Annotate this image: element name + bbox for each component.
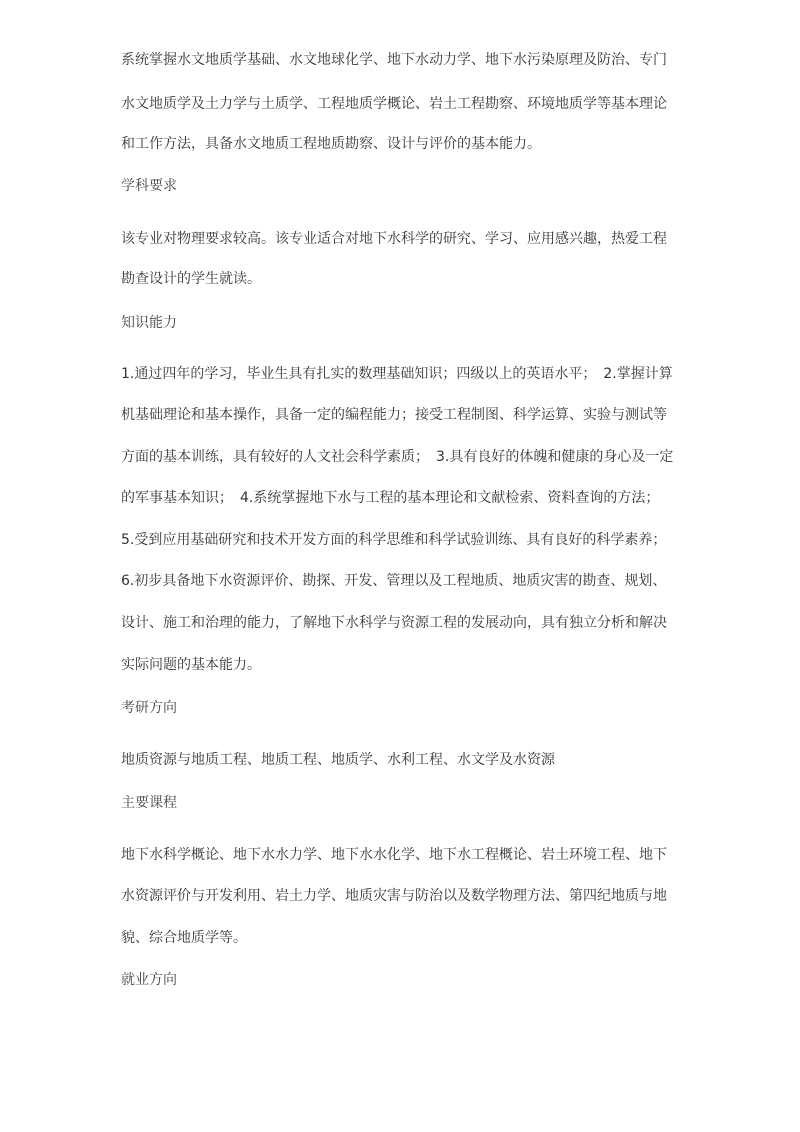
- postgraduate-direction-line-1: 地质资源与地质工程、地质工程、地质学、水利工程、水文学及水资源: [121, 752, 555, 768]
- postgraduate-direction-heading: 考研方向: [121, 700, 177, 716]
- knowledge-ability-line-1: 1.通过四年的学习，毕业生具有扎实的数理基础知识；四级以上的英语水平； 2.掌握计算: [121, 366, 673, 382]
- knowledge-ability-line-7: 设计、施工和治理的能力，了解地下水科学与资源工程的发展动向，具有独立分析和解决: [121, 615, 667, 631]
- knowledge-ability-heading: 知识能力: [121, 315, 177, 331]
- intro-line-1: 系统掌握水文地质学基础、水文地球化学、地下水动力学、地下水污染原理及防治、专门: [121, 52, 667, 68]
- main-courses-heading: 主要课程: [121, 795, 177, 811]
- subject-requirements-line-2: 勘查设计的学生就读。: [121, 271, 261, 287]
- main-courses-line-2: 水资源评价与开发利用、岩土力学、地质灾害与防治以及数学物理方法、第四纪地质与地: [121, 888, 667, 904]
- knowledge-ability-line-3: 方面的基本训练，具有较好的人文社会科学素质； 3.具有良好的体魄和健康的身心及一定: [121, 449, 674, 465]
- knowledge-ability-line-4: 的军事基本知识； 4.系统掌握地下水与工程的基本理论和文献检索、资料查询的方法；: [121, 490, 660, 506]
- intro-line-3: 和工作方法，具备水文地质工程地质勘察、设计与评价的基本能力。: [121, 136, 541, 152]
- knowledge-ability-line-2: 机基础理论和基本操作，具备一定的编程能力；接受工程制图、科学运算、实验与测试等: [121, 407, 667, 423]
- employment-direction-heading: 就业方向: [121, 972, 177, 988]
- subject-requirements-heading: 学科要求: [121, 178, 177, 194]
- main-courses-line-3: 貌、综合地质学等。: [121, 930, 247, 946]
- intro-line-2: 水文地质学及土力学与土质学、工程地质学概论、岩土工程勘察、环境地质学等基本理论: [121, 96, 667, 112]
- main-courses-line-1: 地下水科学概论、地下水水力学、地下水水化学、地下水工程概论、岩土环境工程、地下: [121, 847, 667, 863]
- knowledge-ability-line-5: 5.受到应用基础研究和技术开发方面的科学思维和科学试验训练、具有良好的科学素养；: [121, 532, 667, 548]
- knowledge-ability-line-6: 6.初步具备地下水资源评价、勘探、开发、管理以及工程地质、地质灾害的勘查、规划、: [121, 573, 667, 589]
- knowledge-ability-line-8: 实际问题的基本能力。: [121, 657, 261, 673]
- subject-requirements-line-1: 该专业对物理要求较高。该专业适合对地下水科学的研究、学习、应用感兴趣，热爱工程: [121, 231, 667, 247]
